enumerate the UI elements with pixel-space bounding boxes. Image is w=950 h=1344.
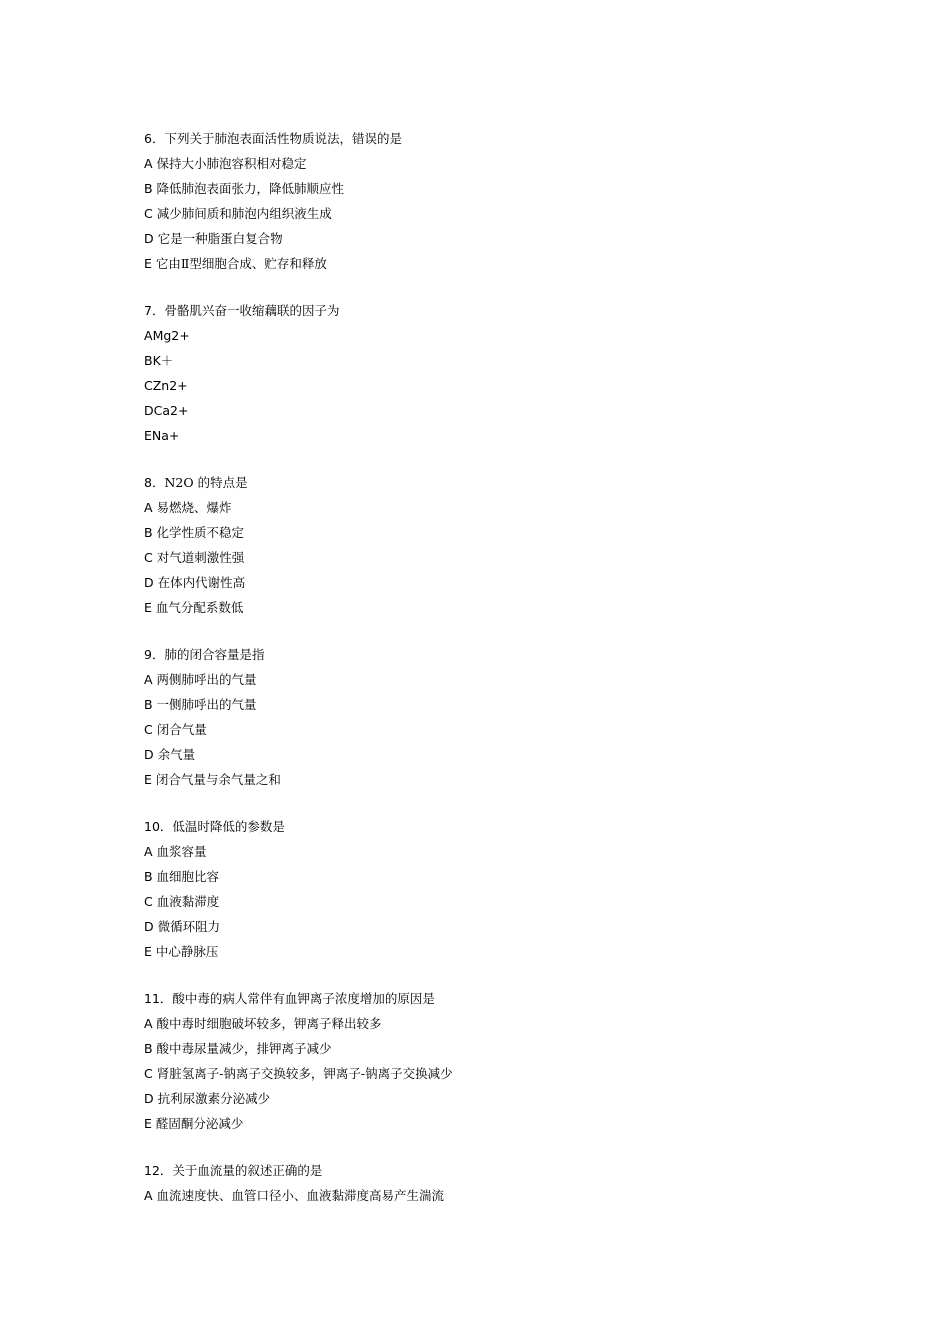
option-letter: A (144, 1016, 153, 1031)
option-letter: A (144, 1188, 153, 1203)
option-letter: E (144, 600, 152, 615)
option-letter: E (144, 1116, 152, 1131)
option-text: 闭合气量 (152, 722, 207, 737)
option-b (144, 176, 844, 201)
option-text: 两侧肺呼出的气量 (152, 672, 257, 687)
option-text: N2O 的特点是 (164, 475, 248, 490)
option-text: 对气道刺激性强 (152, 550, 245, 565)
option-letter: B (144, 353, 153, 368)
question-stem (144, 298, 844, 323)
question-stem (144, 1158, 844, 1183)
option-b (144, 348, 844, 373)
option-c (144, 1061, 844, 1086)
question-stem (144, 986, 844, 1011)
option-letter: C (144, 378, 153, 393)
question-9 (144, 642, 844, 792)
question-8 (144, 470, 844, 620)
option-b (144, 1036, 844, 1061)
option-a (144, 151, 844, 176)
option-letter: C (144, 894, 153, 909)
option-text: 下列关于肺泡表面活性物质说法，错误的是 (164, 131, 402, 146)
document-page (144, 126, 844, 1230)
option-d (144, 398, 844, 423)
question-6 (144, 126, 844, 276)
option-letter: E (144, 944, 152, 959)
option-letter: A (144, 500, 153, 515)
option-text: K＋ (152, 353, 174, 368)
option-letter: D (144, 231, 154, 246)
option-a (144, 667, 844, 692)
option-d (144, 570, 844, 595)
option-d (144, 914, 844, 939)
question-stem (144, 126, 844, 151)
option-text: 酸中毒时细胞破坏较多，钾离子释出较多 (152, 1016, 382, 1031)
question-12 (144, 1158, 844, 1208)
option-text: 11． (144, 991, 173, 1006)
option-d (144, 1086, 844, 1111)
option-letter: B (144, 697, 153, 712)
option-text: 8． (144, 475, 165, 490)
question-7 (144, 298, 844, 448)
option-text: 酸中毒尿量减少，排钾离子减少 (152, 1041, 332, 1056)
option-text: 它是一种脂蛋白复合物 (153, 231, 283, 246)
option-text: 肾脏氢离子-钠离子交换较多，钾离子-钠离子交换减少 (152, 1066, 453, 1081)
option-text: 一侧肺呼出的气量 (152, 697, 257, 712)
option-text: 血流速度快、血管口径小、血液黏滞度高易产生湍流 (152, 1188, 445, 1203)
option-text: 在体内代谢性高 (153, 575, 246, 590)
option-text: 12． (144, 1163, 173, 1178)
option-c (144, 717, 844, 742)
option-text: 关于血流量的叙述正确的是 (172, 1163, 323, 1178)
option-text: 骨骼肌兴奋一收缩藕联的因子为 (164, 303, 340, 318)
option-letter: E (144, 772, 152, 787)
option-a (144, 839, 844, 864)
question-stem (144, 814, 844, 839)
option-letter: E (144, 428, 152, 443)
option-e (144, 767, 844, 792)
option-letter: B (144, 1041, 153, 1056)
question-stem (144, 642, 844, 667)
option-letter: B (144, 869, 153, 884)
option-text: Na+ (151, 428, 180, 443)
option-text: 血浆容量 (152, 844, 207, 859)
option-letter: A (144, 156, 153, 171)
option-text: 9． (144, 647, 165, 662)
option-a (144, 1183, 844, 1208)
option-text: Ca2+ (153, 403, 189, 418)
option-letter: D (144, 919, 154, 934)
option-text: 低温时降低的参数是 (172, 819, 285, 834)
option-c (144, 545, 844, 570)
option-letter: A (144, 672, 153, 687)
option-c (144, 201, 844, 226)
option-letter: B (144, 181, 153, 196)
option-b (144, 692, 844, 717)
option-d (144, 226, 844, 251)
option-text: 血液黏滞度 (152, 894, 220, 909)
option-text: 易燃烧、爆炸 (152, 500, 232, 515)
option-letter: B (144, 525, 153, 540)
option-e (144, 423, 844, 448)
option-text: 余气量 (153, 747, 196, 762)
question-10 (144, 814, 844, 964)
option-b (144, 864, 844, 889)
option-e (144, 939, 844, 964)
option-e (144, 251, 844, 276)
option-e (144, 1111, 844, 1136)
option-letter: E (144, 256, 152, 271)
option-letter: C (144, 206, 153, 221)
option-text: 化学性质不稳定 (152, 525, 245, 540)
option-a (144, 1011, 844, 1036)
option-c (144, 889, 844, 914)
option-letter: A (144, 844, 153, 859)
option-letter: C (144, 1066, 153, 1081)
option-text: 6． (144, 131, 165, 146)
option-text: 血气分配系数低 (151, 600, 244, 615)
option-text: 保持大小肺泡容积相对稳定 (152, 156, 307, 171)
option-a (144, 495, 844, 520)
option-text: 中心静脉压 (151, 944, 219, 959)
option-text: 降低肺泡表面张力，降低肺顺应性 (152, 181, 345, 196)
option-text: 闭合气量与余气量之和 (151, 772, 281, 787)
option-text: 微循环阻力 (153, 919, 221, 934)
option-d (144, 742, 844, 767)
option-letter: D (144, 747, 154, 762)
option-letter: D (144, 575, 154, 590)
option-text: 血细胞比容 (152, 869, 220, 884)
option-text: 肺的闭合容量是指 (164, 647, 265, 662)
option-letter: D (144, 1091, 154, 1106)
option-text: 减少肺间质和肺泡内组织液生成 (152, 206, 332, 221)
option-letter: D (144, 403, 154, 418)
option-text: Mg2+ (152, 328, 190, 343)
option-c (144, 373, 844, 398)
question-11 (144, 986, 844, 1136)
option-text: 7． (144, 303, 165, 318)
option-a (144, 323, 844, 348)
option-b (144, 520, 844, 545)
option-letter: A (144, 328, 153, 343)
option-text: 10． (144, 819, 173, 834)
option-text: 它由Ⅱ型细胞合成、贮存和释放 (151, 256, 327, 271)
option-letter: C (144, 550, 153, 565)
question-stem (144, 470, 844, 495)
option-text: Zn2+ (152, 378, 188, 393)
option-text: 酸中毒的病人常伴有血钾离子浓度增加的原因是 (172, 991, 435, 1006)
option-letter: C (144, 722, 153, 737)
option-text: 抗利尿激素分泌减少 (153, 1091, 271, 1106)
option-text: 醛固酮分泌减少 (151, 1116, 244, 1131)
option-e (144, 595, 844, 620)
